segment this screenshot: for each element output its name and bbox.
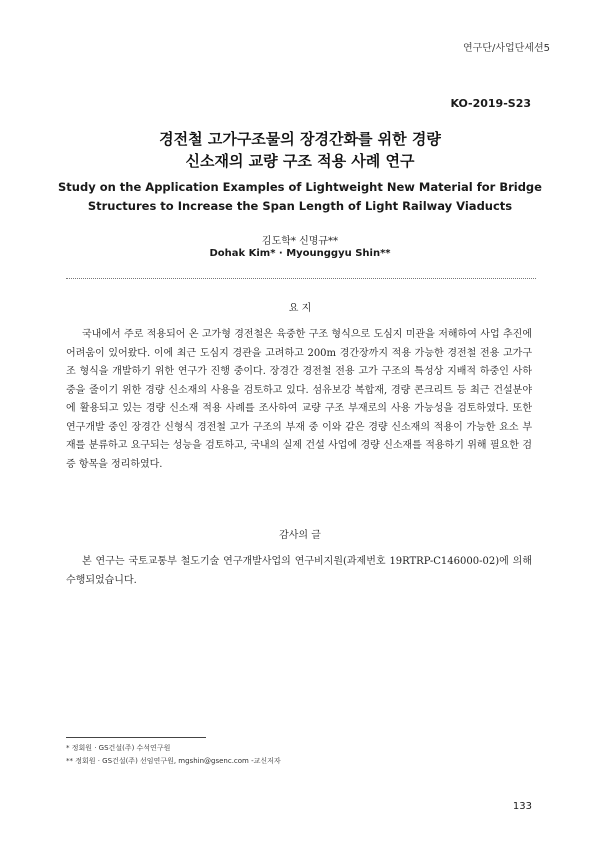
korean-title-line-1: 경전철 고가구조물의 장경간화를 위한 경량 [159,130,441,148]
english-title-line-2: Structures to Increase the Span Length of Light Railway Viaducts [87,199,513,213]
acknowledgement-body: 본 연구는 국토교통부 철도기술 연구개발사업의 연구비지원(과제번호 19RTRP-C146000-02)에 의해 수행되었습니다. [66,556,532,586]
page-number: 133 [512,801,532,812]
footnote-1: * 정회원 · GS건설(주) 수석연구원 [66,744,171,752]
footnote-rule [66,737,206,738]
section-divider [66,278,536,279]
paper-code: KO-2019-S23 [450,97,531,110]
abstract-body: 국내에서 주로 적용되어 온 고가형 경전철은 육중한 구조 형식으로 도심지 미관을 저해하여 사업 추진에 어려움이 있어왔다. 이에 최근 도심지 경관을 고려하고 200m 경간장까지 적용 가능한 경전철 전용 고가구조 형식을 개발하기 위한 연구가 진행 중이다. 장경간 경전철 전용 고가 구조의 특성상 지배적 하중인 사하중을 줄이기 위한 경량 신소재의 사용을 검토하고 있다. 섬유보강 복합재, 경량 콘크리트 등 최근 건설분야에 활용되고 있는 경량 신소재 적용 사례를 조사하여 교량 구조 부재로의 사용 가능성을 검토하였다. 또한 연구개발 중인 장경간 신형식 경전철 고가 구조의 부재 중 이와 같은 경량 신소재의 적용이 가능한 요소 부재를 분류하고 요구되는 성능을 검토하고, 국내의 실제 건설 사업에 경량 신소재를 적용하기 위해 필요한 검증 항목을 정리하였다. [66,329,532,470]
english-title [0,178,600,216]
authors-english: Dohak Kim* · Myounggyu Shin** [209,248,391,259]
korean-title-line-2: 신소재의 교량 구조 적용 사례 연구 [185,152,415,170]
footnote-2: ** 정회원 · GS건설(주) 선임연구원, mgshin@gsenc.com -교신저자 [66,757,281,765]
korean-title [0,128,600,172]
english-title-line-1: Study on the Application Examples of Lightweight New Material for Bridge [58,180,542,194]
authors-korean: 김도학* 신명규** [261,236,339,247]
acknowledgement-heading: 감사의 글 [279,530,321,541]
series-label: 연구단/사업단세션5 [462,43,550,54]
abstract-heading: 요 지 [288,303,312,314]
